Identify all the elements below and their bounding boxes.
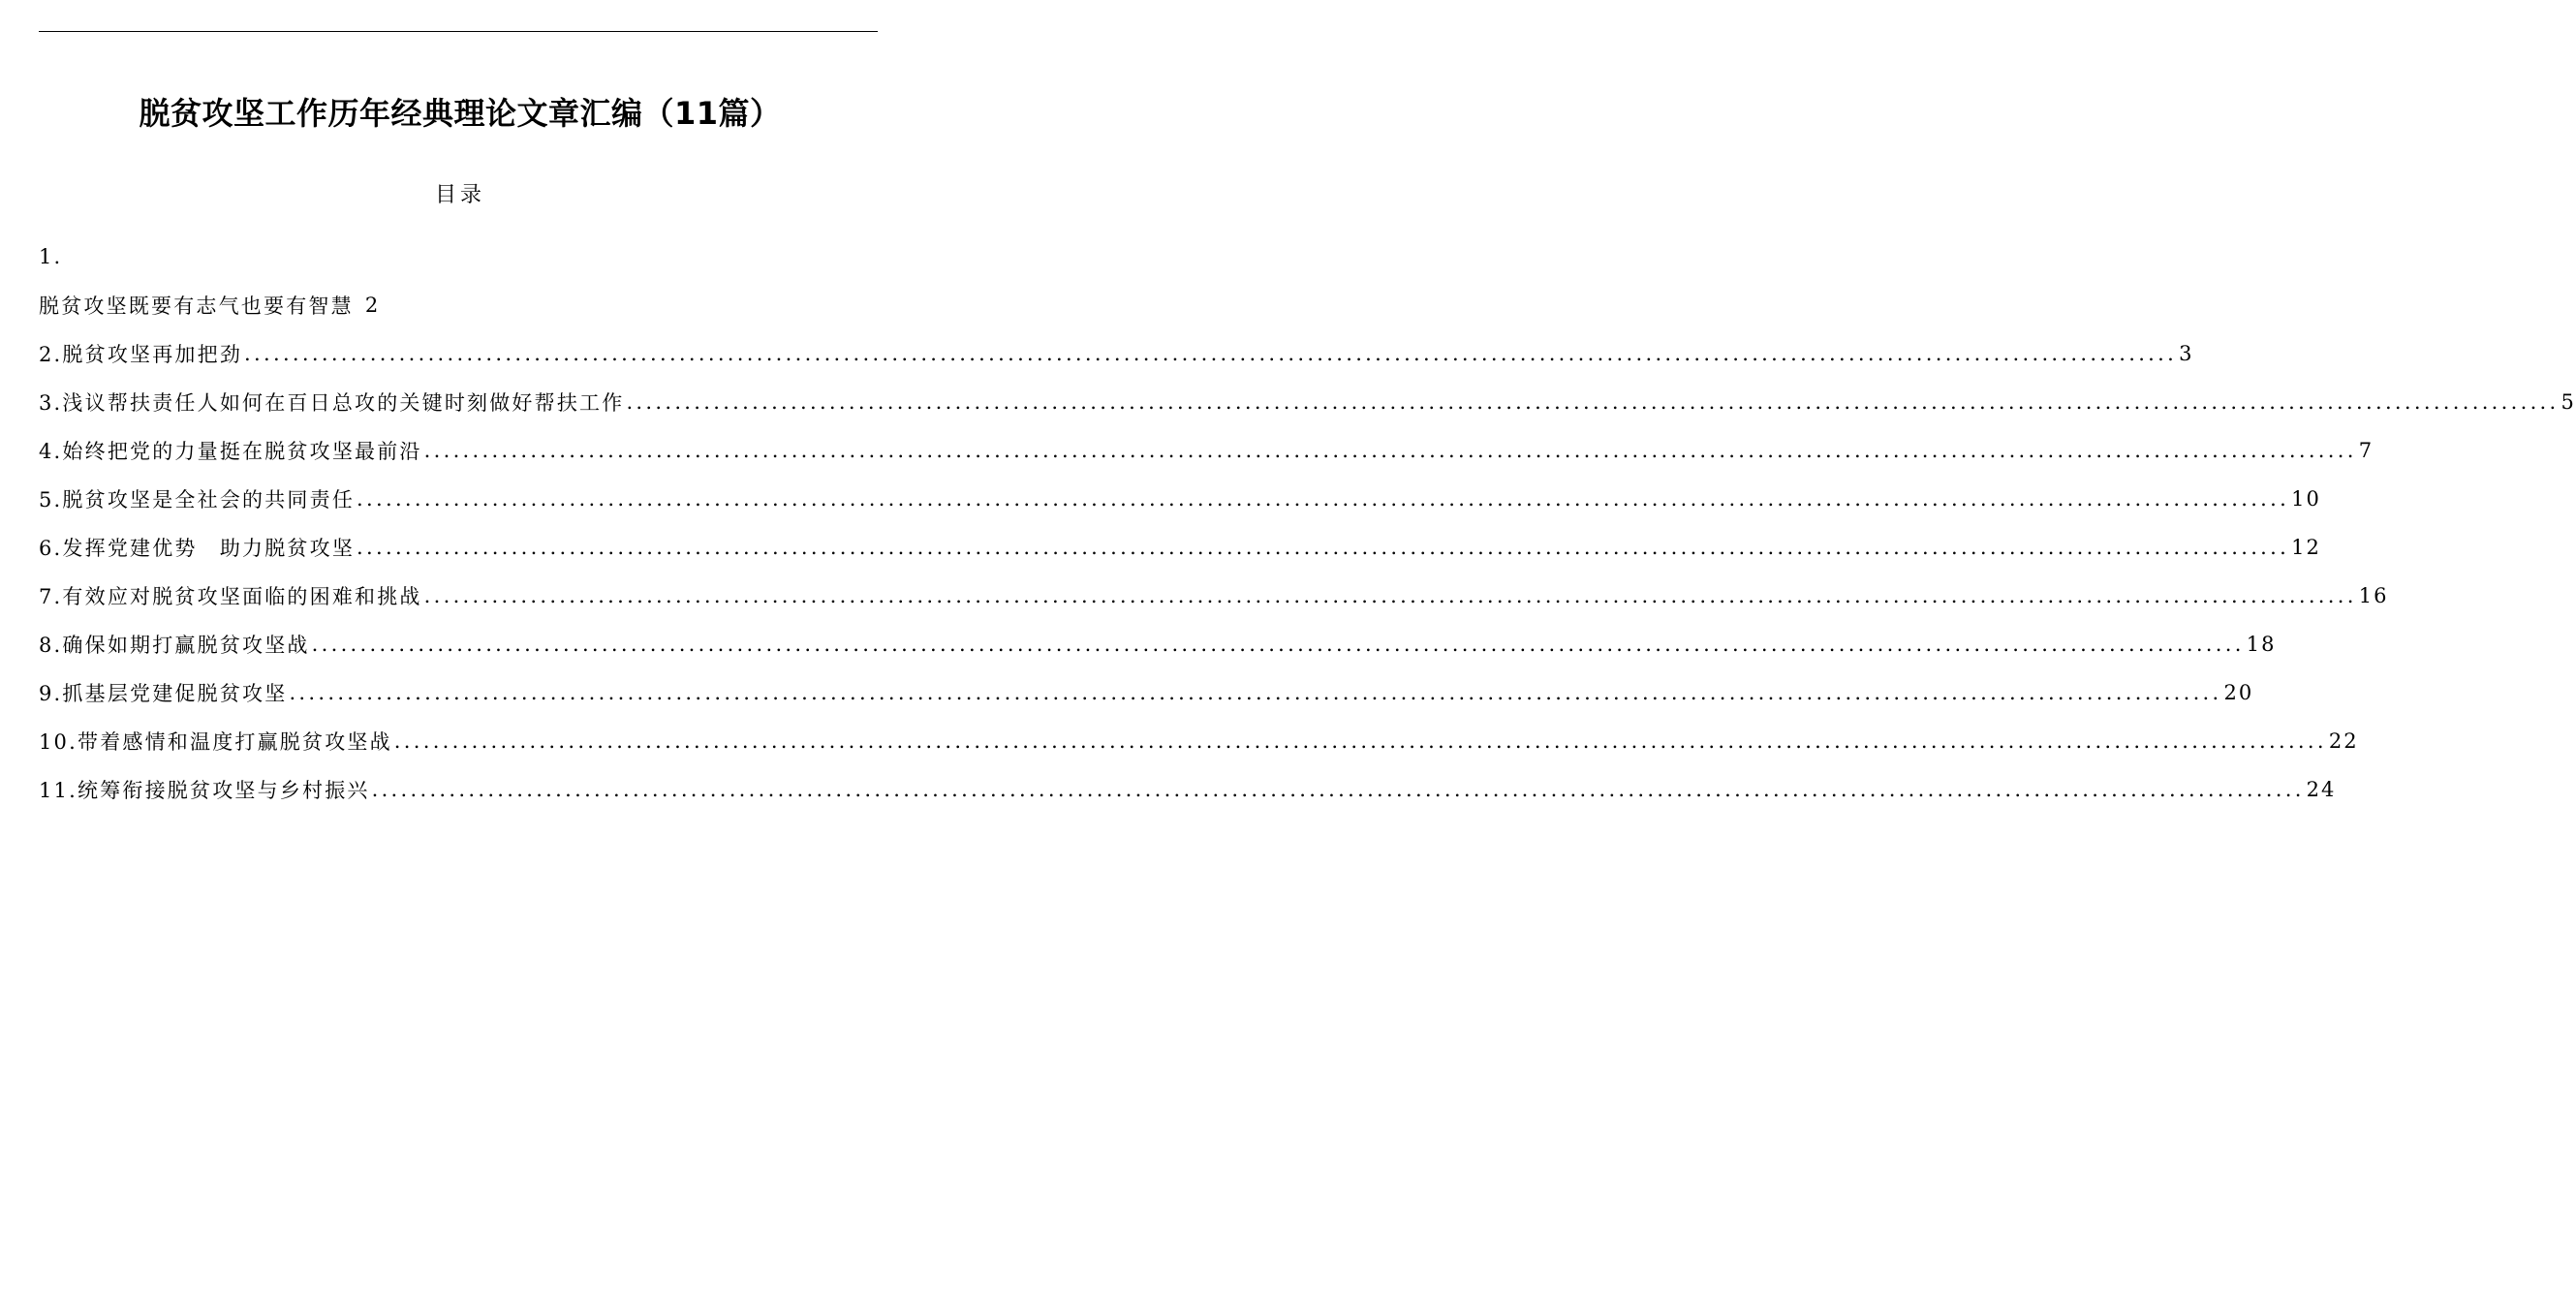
dot-leader: ........................................................................................................................................................................................................ xyxy=(393,729,2327,753)
toc-entry-title: 脱贫攻坚既要有志气也要有智慧 xyxy=(39,294,354,318)
toc-entry-title: 5.脱贫攻坚是全社会的共同责任 xyxy=(39,488,356,512)
dot-leader: ........................................................................................................................................................................................................ xyxy=(371,778,2305,801)
table-of-contents xyxy=(39,232,2576,814)
dot-leader: ........................................................................................................................................................................................................ xyxy=(357,487,2290,511)
toc-entry-page: 2 xyxy=(364,294,381,317)
toc-entry[interactable] xyxy=(39,426,2374,475)
toc-entry-page: 24 xyxy=(2306,778,2337,801)
toc-entry[interactable] xyxy=(39,232,878,281)
toc-entry[interactable] xyxy=(39,475,2321,523)
toc-entry-page: 20 xyxy=(2223,681,2254,704)
dot-leader: ........................................................................................................................................................................................................ xyxy=(626,390,2560,414)
toc-entry-page: 22 xyxy=(2328,729,2359,753)
toc-entry[interactable] xyxy=(39,668,2254,717)
toc-entry-title: 8.确保如期打赢脱贫攻坚战 xyxy=(39,634,310,657)
toc-entry-title: 6.发挥党建优势 助力脱贫攻坚 xyxy=(39,537,356,560)
toc-entry[interactable] xyxy=(39,281,878,329)
toc-entry[interactable] xyxy=(39,378,2576,426)
toc-entry-title: 10.带着感情和温度打赢脱贫攻坚战 xyxy=(39,730,392,754)
dot-leader: ........................................................................................................................................................................................................ xyxy=(423,584,2357,607)
toc-heading: 目录 xyxy=(434,183,485,207)
toc-entry[interactable] xyxy=(39,717,2359,765)
toc-entry[interactable] xyxy=(39,620,2277,668)
toc-entry-title: 4.始终把党的力量挺在脱贫攻坚最前沿 xyxy=(39,440,422,463)
dot-leader: ........................................................................................................................................................................................................ xyxy=(357,536,2290,559)
toc-entry-page: 5 xyxy=(2560,390,2576,414)
toc-entry[interactable] xyxy=(39,765,2337,814)
dot-leader: ........................................................................................................................................................................................................ xyxy=(311,633,2245,656)
toc-entry-title: 1. xyxy=(39,245,63,268)
toc-entry-page: 10 xyxy=(2291,487,2321,511)
dot-leader: ........................................................................................................................................................................................................ xyxy=(423,439,2357,462)
dot-leader: ........................................................................................................................................................................................................ xyxy=(289,681,2222,704)
toc-entry-title: 7.有效应对脱贫攻坚面临的困难和挑战 xyxy=(39,585,422,608)
toc-entry-page: 7 xyxy=(2358,439,2374,462)
toc-entry-page: 3 xyxy=(2179,342,2194,365)
dot-leader: ........................................................................................................................................................................................................ xyxy=(244,342,2178,365)
toc-entry-page: 12 xyxy=(2291,536,2321,559)
toc-entry[interactable] xyxy=(39,572,2389,620)
toc-entry-page: 18 xyxy=(2246,633,2277,656)
header-rule xyxy=(39,31,878,32)
toc-entry-title: 3.浅议帮扶责任人如何在百日总攻的关键时刻做好帮扶工作 xyxy=(39,391,625,415)
document-title: 脱贫攻坚工作历年经典理论文章汇编（11篇） xyxy=(139,95,782,133)
toc-entry[interactable] xyxy=(39,329,2194,378)
toc-entry-page: 16 xyxy=(2358,584,2389,607)
toc-entry-title: 2.脱贫攻坚再加把劲 xyxy=(39,343,243,366)
toc-entry-title: 9.抓基层党建促脱贫攻坚 xyxy=(39,682,288,705)
toc-entry-title: 11.统筹衔接脱贫攻坚与乡村振兴 xyxy=(39,779,370,802)
toc-entry[interactable] xyxy=(39,523,2321,572)
